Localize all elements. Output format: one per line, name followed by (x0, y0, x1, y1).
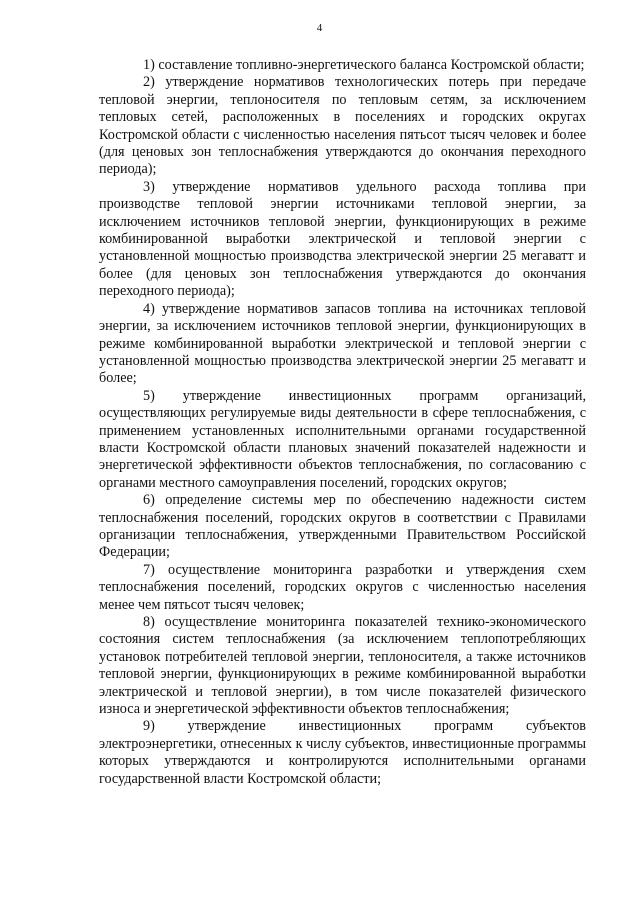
document-body (99, 57, 586, 788)
list-item-2: 2) утверждение нормативов технологических потерь при передаче тепловой энергии, теплоносителя по тепловым сетям, за исключением тепловых сетей, расположенных в поселениях и городских округах Костромской области с численностью населения пятьсот тысяч человек и более (для ценовых зон теплоснабжения утверждаются до окончания переходного периода); (99, 74, 586, 178)
list-item-8: 8) осуществление мониторинга показателей технико-экономического состояния систем теплоснабжения (за исключением теплопотребляющих установок потребителей тепловой энергии, теплоносителя, а также источников тепловой энергии, функционирующих в режиме комбинированной выработки электрической и тепловой энергии), в том числе показателей физического износа и энергетической эффективности объектов теплоснабжения; (99, 614, 586, 718)
list-item-9: 9) утверждение инвестиционных программ субъектов электроэнергетики, отнесенных к числу субъектов, инвестиционные программы которых утверждаются и контролируются исполнительными органами государственной власти Костромской области; (99, 718, 586, 787)
list-item-1: 1) составление топливно-энергетического баланса Костромской области; (143, 57, 585, 73)
list-item-4: 4) утверждение нормативов запасов топлива на источниках тепловой энергии, за исключением источников тепловой энергии, функционирующих в режиме комбинированной выработки электрической и тепловой энергии с установленной мощностью производства электрической энергии 25 мегаватт и более; (99, 300, 586, 387)
list-item-6: 6) определение системы мер по обеспечению надежности систем теплоснабжения поселений, городских округов в соответствии с Правилами организации теплоснабжения, утвержденными Правительством Российской Федерации; (99, 492, 586, 561)
list-item-3: 3) утверждение нормативов удельного расхода топлива при производстве тепловой энергии источниками тепловой энергии, за исключением источников тепловой энергии, функционирующих в режиме комбинированной выработки электрической и тепловой энергии с установленной мощностью производства электрической энергии 25 мегаватт и более (для ценовых зон теплоснабжения утверждаются до окончания переходного периода); (99, 178, 586, 300)
list-item-5: 5) утверждение инвестиционных программ организаций, осуществляющих регулируемые виды деятельности в сфере теплоснабжения, с применением установленных исполнительными органами государственной власти Костромской области плановых значений показателей надежности и энергетической эффективности объектов теплоснабжения, по согласованию с органами местного самоуправления поселений, городских округов; (99, 387, 586, 491)
list-item-7: 7) осуществление мониторинга разработки и утверждения схем теплоснабжения поселений, городских округов с численностью населения менее чем пятьсот тысяч человек; (99, 561, 586, 613)
page-number: 4 (316, 22, 323, 34)
